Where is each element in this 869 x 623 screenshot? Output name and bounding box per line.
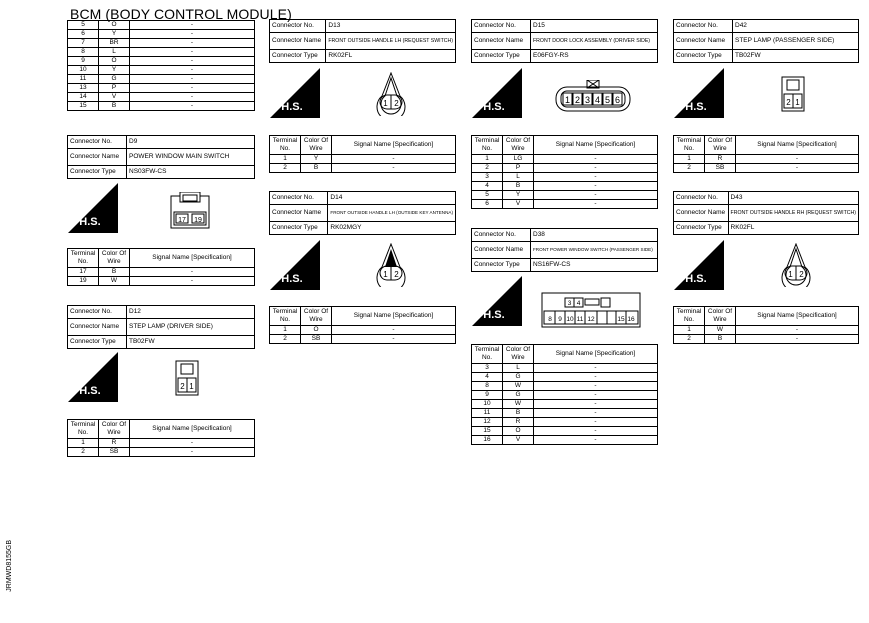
table-row <box>68 439 255 448</box>
svg-text:H.S.: H.S. <box>685 273 707 285</box>
terminal-cell: 9 <box>472 391 503 400</box>
table-row <box>472 382 658 391</box>
color-cell: O <box>301 326 332 335</box>
table-row <box>472 164 658 173</box>
d42-connector-info <box>673 19 859 63</box>
color-header: Color Of Wire <box>301 307 332 326</box>
terminal-cell: 1 <box>472 155 503 164</box>
terminal-cell: 13 <box>68 84 99 93</box>
d12-connector-face <box>172 360 202 396</box>
color-cell: B <box>301 164 332 173</box>
d9-pin-table <box>67 248 255 286</box>
terminal-cell: 14 <box>68 93 99 102</box>
svg-text:H.S.: H.S. <box>483 101 505 113</box>
color-cell: SB <box>705 164 736 173</box>
table-row <box>68 93 255 102</box>
color-header: Color Of Wire <box>503 345 534 364</box>
connector-no-value: D42 <box>733 20 859 33</box>
svg-text:4: 4 <box>594 95 601 105</box>
terminal-header: Terminal No. <box>472 345 503 364</box>
d9-connector-info <box>67 135 255 179</box>
connector-type-value: RK02FL <box>728 222 858 235</box>
connector-no-value: D43 <box>728 192 858 205</box>
signal-cell: - <box>332 164 456 173</box>
signal-header: Signal Name [Specification] <box>534 136 658 155</box>
terminal-cell: 1 <box>270 326 301 335</box>
connector-name-value: STEP LAMP (PASSENGER SIDE) <box>733 33 859 50</box>
d15-connector-info <box>471 19 658 63</box>
pin-table-header <box>68 249 255 268</box>
hs-mark <box>472 68 522 118</box>
svg-text:H.S.: H.S. <box>281 273 303 285</box>
svg-text:1: 1 <box>795 98 800 107</box>
table-row <box>270 164 456 173</box>
d43-pin-table <box>673 306 859 344</box>
color-cell: W <box>705 326 736 335</box>
color-cell: V <box>503 436 534 445</box>
terminal-cell: 4 <box>472 373 503 382</box>
color-header: Color Of Wire <box>503 136 534 155</box>
color-header: Color Of Wire <box>99 249 130 268</box>
d12-connector-info <box>67 305 255 349</box>
terminal-header: Terminal No. <box>270 136 301 155</box>
d43-connector-info <box>673 191 859 235</box>
terminal-cell: 2 <box>674 335 705 344</box>
connector-type-label: Connector Type <box>68 336 127 349</box>
connector-name-label: Connector Name <box>472 242 531 259</box>
figure-code: JRMWD8155GB <box>6 540 13 592</box>
terminal-header: Terminal No. <box>472 136 503 155</box>
connector-name-label: Connector Name <box>68 319 127 336</box>
svg-text:2: 2 <box>180 382 185 391</box>
svg-text:3: 3 <box>567 300 572 307</box>
table-row <box>674 326 859 335</box>
terminal-cell: 3 <box>472 173 503 182</box>
terminal-cell: 15 <box>68 102 99 111</box>
signal-cell: - <box>130 75 255 84</box>
color-cell: L <box>99 48 130 57</box>
color-cell: B <box>99 268 130 277</box>
terminal-cell: 5 <box>472 191 503 200</box>
svg-text:2: 2 <box>394 270 399 279</box>
svg-text:4: 4 <box>576 300 581 307</box>
connector-name-label: Connector Name <box>270 33 326 50</box>
terminal-cell: 2 <box>270 164 301 173</box>
color-cell: L <box>503 173 534 182</box>
connector-no-label: Connector No. <box>68 136 127 149</box>
svg-text:11: 11 <box>576 316 584 323</box>
d15-connector-face <box>555 80 631 112</box>
table-row <box>472 427 658 436</box>
signal-cell: - <box>534 409 658 418</box>
color-cell: SB <box>301 335 332 344</box>
terminal-cell: 9 <box>68 57 99 66</box>
color-cell: W <box>99 277 130 286</box>
d13-pin-table <box>269 135 456 173</box>
signal-cell: - <box>736 326 859 335</box>
signal-header: Signal Name [Specification] <box>534 345 658 364</box>
connector-type-label: Connector Type <box>68 166 127 179</box>
signal-cell: - <box>534 364 658 373</box>
pin-table-header <box>68 420 255 439</box>
signal-cell: - <box>534 191 658 200</box>
signal-header: Signal Name [Specification] <box>332 136 456 155</box>
table-row <box>68 57 255 66</box>
terminal-cell: 8 <box>68 48 99 57</box>
connector-no-value: D14 <box>328 192 456 205</box>
terminal-cell: 19 <box>68 277 99 286</box>
connector-name-value: POWER WINDOW MAIN SWITCH <box>127 149 255 166</box>
connector-no-label: Connector No. <box>472 20 531 33</box>
color-cell: P <box>503 164 534 173</box>
svg-text:3: 3 <box>584 95 591 105</box>
connector-type-value: RK02MGY <box>328 222 456 235</box>
signal-cell: - <box>534 391 658 400</box>
terminal-cell: 3 <box>472 364 503 373</box>
signal-cell: - <box>130 57 255 66</box>
d14-connector-face <box>373 243 409 287</box>
terminal-header: Terminal No. <box>674 307 705 326</box>
signal-cell: - <box>130 102 255 111</box>
signal-header: Signal Name [Specification] <box>736 307 859 326</box>
terminal-cell: 2 <box>472 164 503 173</box>
terminal-cell: 10 <box>472 400 503 409</box>
terminal-cell: 17 <box>68 268 99 277</box>
signal-cell: - <box>130 439 255 448</box>
svg-text:1: 1 <box>788 270 793 279</box>
svg-text:2: 2 <box>786 98 791 107</box>
table-row <box>68 277 255 286</box>
svg-text:15: 15 <box>617 316 625 323</box>
pin-table-header <box>674 307 859 326</box>
signal-cell: - <box>130 21 255 30</box>
signal-cell: - <box>130 66 255 75</box>
connector-type-value: NS16FW-CS <box>531 259 658 272</box>
signal-cell: - <box>534 164 658 173</box>
hs-mark <box>472 276 522 326</box>
svg-text:1: 1 <box>383 270 388 279</box>
signal-cell: - <box>130 277 255 286</box>
color-cell: G <box>99 75 130 84</box>
connector-name-value: FRONT POWER WINDOW SWITCH (PASSENGER SIDE) <box>531 242 658 259</box>
connector-type-label: Connector Type <box>270 50 326 63</box>
table-row <box>68 21 255 30</box>
table-row <box>674 155 859 164</box>
terminal-header: Terminal No. <box>68 420 99 439</box>
signal-header: Signal Name [Specification] <box>332 307 456 326</box>
signal-cell: - <box>534 200 658 209</box>
signal-cell: - <box>534 436 658 445</box>
d14-pin-table <box>269 306 456 344</box>
connector-no-label: Connector No. <box>270 192 328 205</box>
terminal-header: Terminal No. <box>270 307 301 326</box>
signal-header: Signal Name [Specification] <box>130 420 255 439</box>
table-row <box>472 409 658 418</box>
connector-no-value: D12 <box>127 306 255 319</box>
connector-name-label: Connector Name <box>472 33 531 50</box>
signal-header: Signal Name [Specification] <box>130 249 255 268</box>
d38-pin-table <box>471 344 658 445</box>
svg-text:H.S.: H.S. <box>79 385 101 397</box>
table-row <box>270 326 456 335</box>
connector-name-value: FRONT OUTSIDE HANDLE LH (OUTSIDE KEY ANTENNA) <box>328 205 456 222</box>
svg-text:H.S.: H.S. <box>79 216 101 228</box>
table-row <box>472 200 658 209</box>
terminal-cell: 2 <box>674 164 705 173</box>
svg-text:19: 19 <box>194 217 202 224</box>
signal-cell: - <box>332 326 456 335</box>
hs-mark <box>270 68 320 118</box>
color-cell: V <box>99 93 130 102</box>
color-cell: Y <box>301 155 332 164</box>
connector-no-label: Connector No. <box>68 306 127 319</box>
terminal-cell: 2 <box>270 335 301 344</box>
svg-text:10: 10 <box>566 316 574 323</box>
svg-text:H.S.: H.S. <box>483 309 505 321</box>
signal-cell: - <box>534 373 658 382</box>
signal-cell: - <box>534 400 658 409</box>
svg-text:H.S.: H.S. <box>281 101 303 113</box>
table-row <box>472 391 658 400</box>
d13-connector-info <box>269 19 456 63</box>
connector-name-value: STEP LAMP (DRIVER SIDE) <box>127 319 255 336</box>
svg-text:5: 5 <box>604 95 611 105</box>
terminal-cell: 6 <box>472 200 503 209</box>
connector-type-value: TB02FW <box>733 50 859 63</box>
signal-cell: - <box>534 155 658 164</box>
svg-text:2: 2 <box>394 99 399 108</box>
signal-header: Signal Name [Specification] <box>736 136 859 155</box>
table-row <box>472 364 658 373</box>
color-cell: B <box>99 102 130 111</box>
connector-name-value: FRONT OUTSIDE HANDLE LH (REQUEST SWITCH) <box>326 33 456 50</box>
terminal-cell: 4 <box>472 182 503 191</box>
hs-mark <box>68 352 118 402</box>
table-row <box>472 436 658 445</box>
terminal-cell: 12 <box>472 418 503 427</box>
table-row <box>472 400 658 409</box>
signal-cell: - <box>736 164 859 173</box>
connector-name-label: Connector Name <box>270 205 328 222</box>
terminal-cell: 1 <box>674 326 705 335</box>
bcm-pin-table <box>67 20 255 111</box>
table-row <box>68 448 255 457</box>
table-row <box>472 173 658 182</box>
terminal-cell: 15 <box>472 427 503 436</box>
pin-table-header <box>472 136 658 155</box>
hs-mark <box>674 240 724 290</box>
pin-table-header <box>472 345 658 364</box>
signal-cell: - <box>130 84 255 93</box>
connector-no-value: D9 <box>127 136 255 149</box>
color-cell: Y <box>99 30 130 39</box>
table-row <box>68 39 255 48</box>
svg-text:6: 6 <box>614 95 621 105</box>
connector-name-value: FRONT OUTSIDE HANDLE RH (REQUEST SWITCH) <box>728 205 858 222</box>
connector-type-label: Connector Type <box>270 222 328 235</box>
connector-no-label: Connector No. <box>472 229 531 242</box>
table-row <box>472 373 658 382</box>
connector-name-value: FRONT DOOR LOCK ASSEMBLY (DRIVER SIDE) <box>531 33 658 50</box>
connector-name-label: Connector Name <box>674 205 729 222</box>
svg-text:1: 1 <box>383 99 388 108</box>
signal-cell: - <box>736 155 859 164</box>
d43-connector-face <box>778 243 814 287</box>
d9-connector-face <box>170 192 210 230</box>
table-row <box>472 155 658 164</box>
signal-cell: - <box>736 335 859 344</box>
connector-no-label: Connector No. <box>674 20 733 33</box>
d38-connector-face <box>541 292 641 328</box>
page-title: BCM (BODY CONTROL MODULE) <box>70 6 292 22</box>
table-row <box>472 182 658 191</box>
color-cell: G <box>503 391 534 400</box>
color-cell: W <box>503 382 534 391</box>
connector-type-value: NS03FW-CS <box>127 166 255 179</box>
table-row <box>472 418 658 427</box>
connector-type-label: Connector Type <box>472 50 531 63</box>
color-cell: O <box>99 57 130 66</box>
color-cell: R <box>705 155 736 164</box>
color-header: Color Of Wire <box>301 136 332 155</box>
color-cell: R <box>503 418 534 427</box>
table-row <box>68 102 255 111</box>
terminal-cell: 16 <box>472 436 503 445</box>
signal-cell: - <box>534 173 658 182</box>
connector-name-label: Connector Name <box>674 33 733 50</box>
table-row <box>68 66 255 75</box>
signal-cell: - <box>130 48 255 57</box>
table-row <box>270 335 456 344</box>
signal-cell: - <box>130 93 255 102</box>
signal-cell: - <box>332 155 456 164</box>
d14-connector-info <box>269 191 456 235</box>
svg-text:1: 1 <box>564 95 571 105</box>
svg-text:8: 8 <box>548 316 552 323</box>
svg-text:12: 12 <box>587 316 595 323</box>
svg-text:H.S.: H.S. <box>685 101 707 113</box>
color-cell: O <box>99 21 130 30</box>
terminal-cell: 1 <box>674 155 705 164</box>
pin-table-header <box>270 136 456 155</box>
connector-no-label: Connector No. <box>674 192 729 205</box>
pin-table-header <box>674 136 859 155</box>
connector-no-value: D15 <box>531 20 658 33</box>
terminal-cell: 1 <box>270 155 301 164</box>
connector-no-label: Connector No. <box>270 20 326 33</box>
color-cell: G <box>503 373 534 382</box>
connector-name-label: Connector Name <box>68 149 127 166</box>
connector-type-label: Connector Type <box>674 50 733 63</box>
connector-type-label: Connector Type <box>674 222 729 235</box>
svg-text:1: 1 <box>189 382 194 391</box>
d42-pin-table <box>673 135 859 173</box>
connector-type-value: TB02FW <box>127 336 255 349</box>
color-cell: SB <box>99 448 130 457</box>
color-header: Color Of Wire <box>99 420 130 439</box>
terminal-header: Terminal No. <box>674 136 705 155</box>
color-cell: Y <box>503 191 534 200</box>
signal-cell: - <box>534 418 658 427</box>
connector-no-value: D38 <box>531 229 658 242</box>
terminal-cell: 8 <box>472 382 503 391</box>
color-cell: B <box>705 335 736 344</box>
d13-connector-face <box>373 72 409 116</box>
connector-type-value: E06FGY-RS <box>531 50 658 63</box>
color-cell: V <box>503 200 534 209</box>
color-cell: LG <box>503 155 534 164</box>
terminal-cell: 10 <box>68 66 99 75</box>
color-cell: L <box>503 364 534 373</box>
svg-text:2: 2 <box>799 270 804 279</box>
terminal-cell: 11 <box>68 75 99 84</box>
terminal-cell: 2 <box>68 448 99 457</box>
table-row <box>68 84 255 93</box>
pin-table-header <box>270 307 456 326</box>
d38-connector-info <box>471 228 658 272</box>
signal-cell: - <box>534 382 658 391</box>
table-row <box>68 75 255 84</box>
color-cell: BR <box>99 39 130 48</box>
color-cell: B <box>503 409 534 418</box>
terminal-cell: 7 <box>68 39 99 48</box>
hs-mark <box>270 240 320 290</box>
terminal-cell: 1 <box>68 439 99 448</box>
terminal-header: Terminal No. <box>68 249 99 268</box>
color-cell: R <box>99 439 130 448</box>
signal-cell: - <box>332 335 456 344</box>
connector-no-value: D13 <box>326 20 456 33</box>
table-row <box>68 268 255 277</box>
connector-type-label: Connector Type <box>472 259 531 272</box>
signal-cell: - <box>130 30 255 39</box>
terminal-cell: 6 <box>68 30 99 39</box>
svg-text:16: 16 <box>627 316 635 323</box>
connector-type-value: RK02FL <box>326 50 456 63</box>
hs-mark <box>68 183 118 233</box>
svg-text:2: 2 <box>574 95 581 105</box>
table-row <box>68 48 255 57</box>
signal-cell: - <box>534 182 658 191</box>
color-header: Color Of Wire <box>705 307 736 326</box>
color-header: Color Of Wire <box>705 136 736 155</box>
color-cell: P <box>99 84 130 93</box>
table-row <box>270 155 456 164</box>
svg-text:9: 9 <box>558 316 562 323</box>
table-row <box>674 335 859 344</box>
signal-cell: - <box>534 427 658 436</box>
color-cell: W <box>503 400 534 409</box>
d12-pin-table <box>67 419 255 457</box>
table-row <box>68 30 255 39</box>
terminal-cell: 11 <box>472 409 503 418</box>
signal-cell: - <box>130 39 255 48</box>
svg-text:17: 17 <box>178 217 186 224</box>
d15-pin-table <box>471 135 658 209</box>
table-row <box>472 191 658 200</box>
color-cell: O <box>503 427 534 436</box>
color-cell: B <box>503 182 534 191</box>
color-cell: Y <box>99 66 130 75</box>
d42-connector-face <box>778 76 808 112</box>
table-row <box>674 164 859 173</box>
signal-cell: - <box>130 268 255 277</box>
signal-cell: - <box>130 448 255 457</box>
terminal-cell: 5 <box>68 21 99 30</box>
hs-mark <box>674 68 724 118</box>
